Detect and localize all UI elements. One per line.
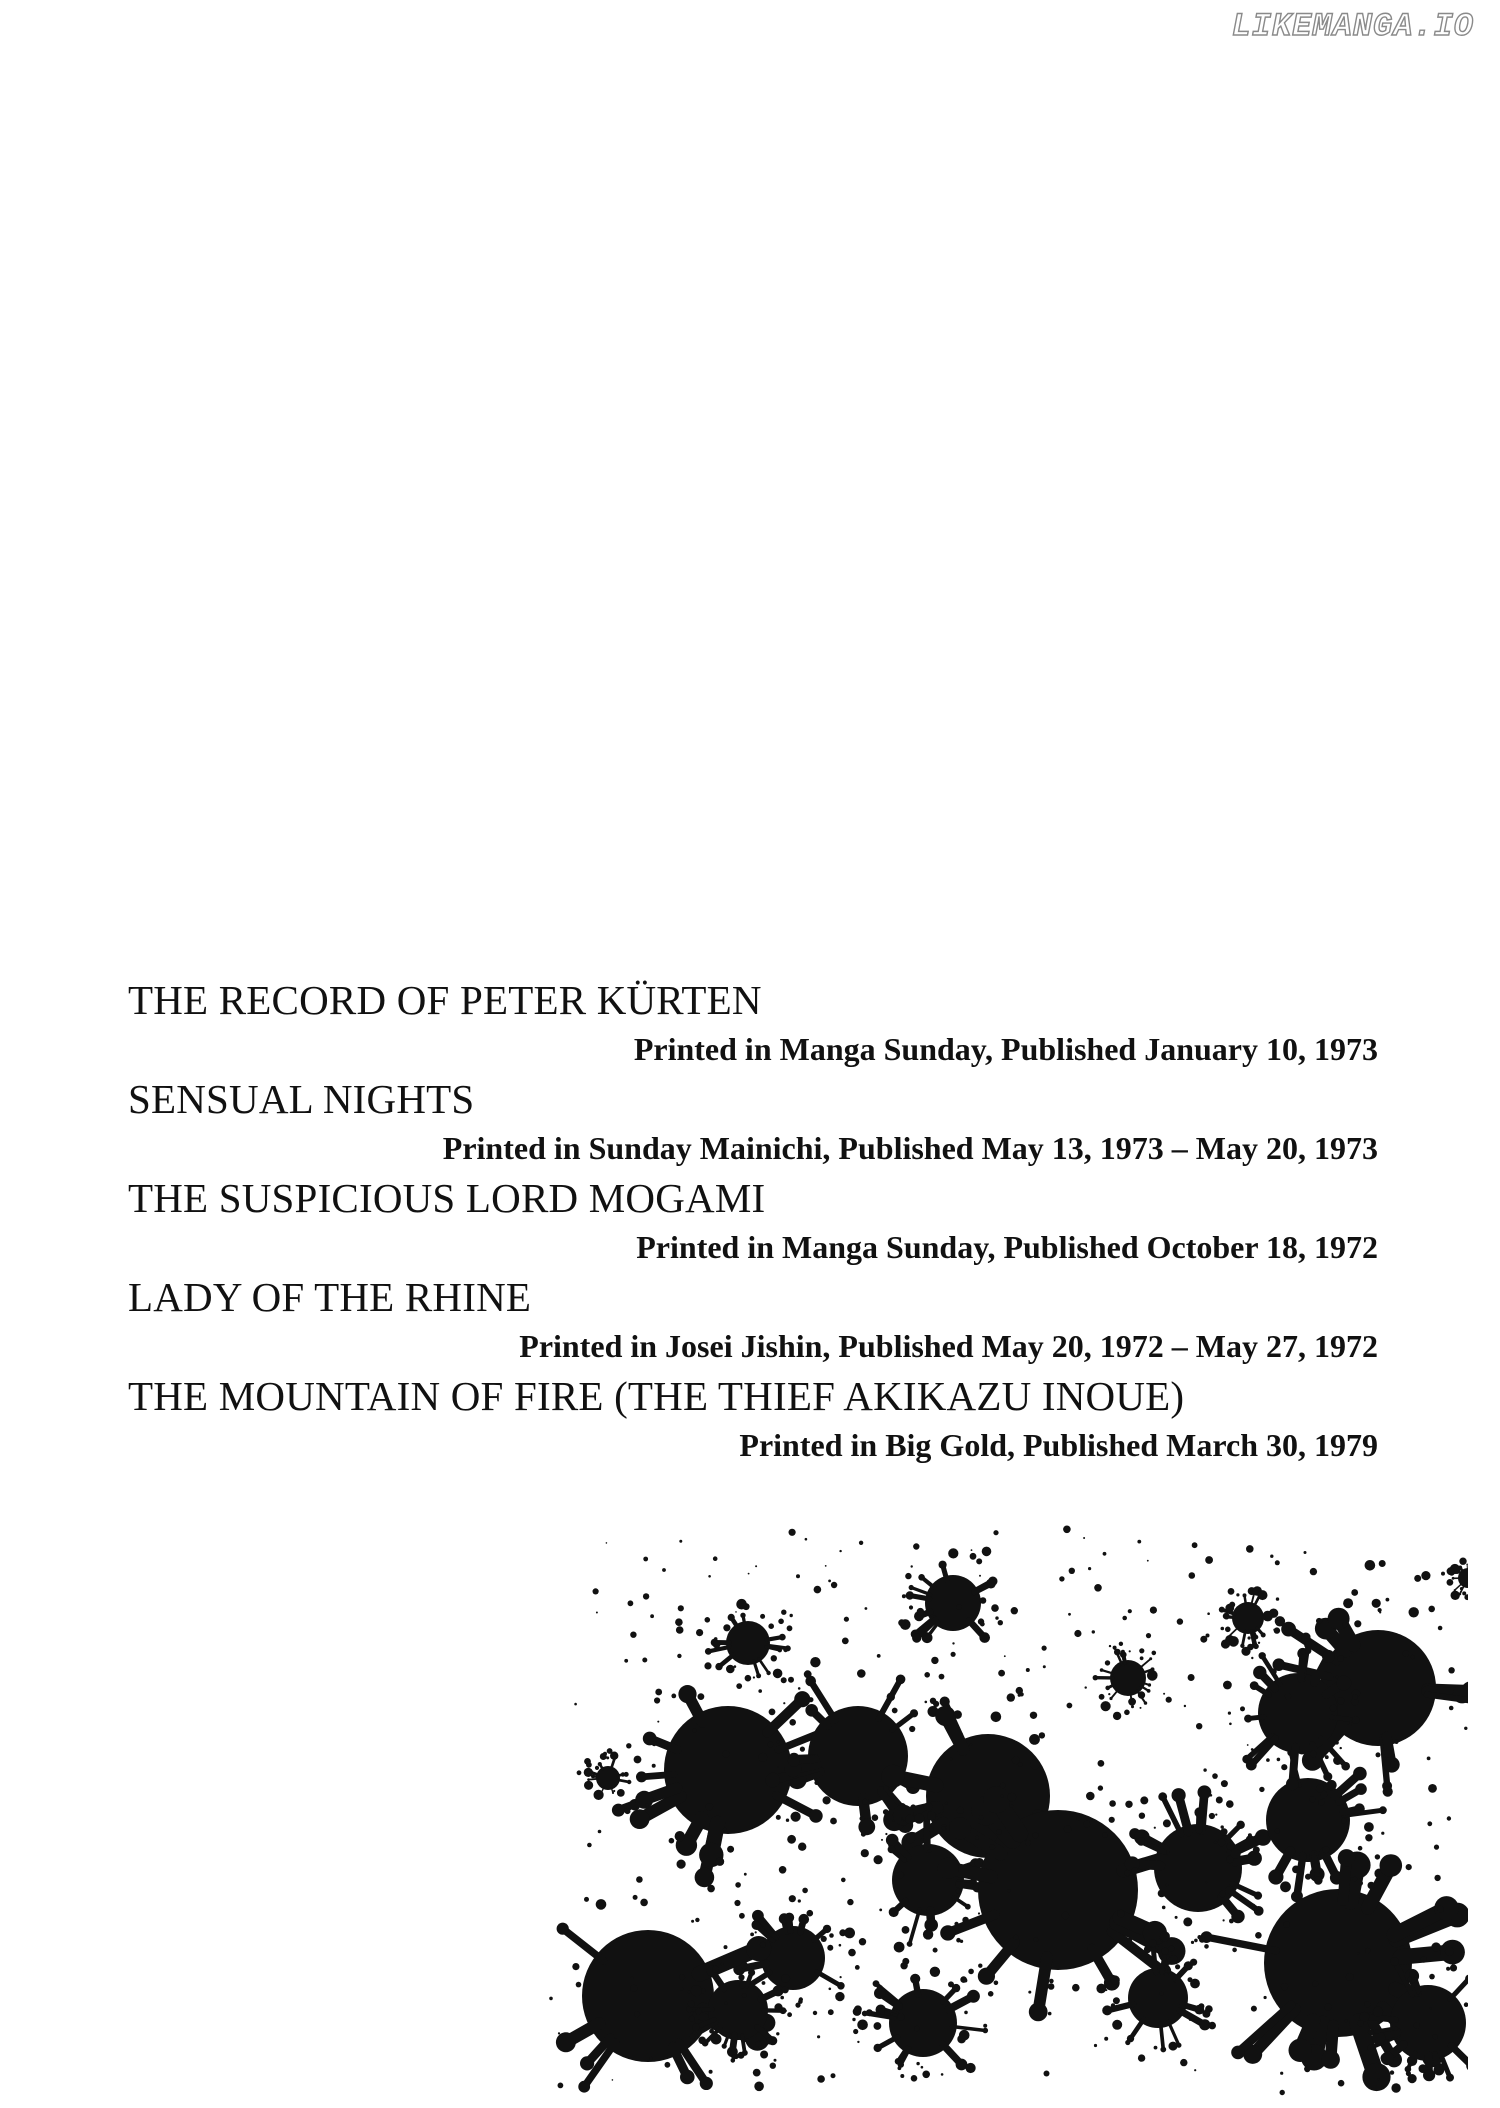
story-title: LADY OF THE RHINE [128, 1274, 532, 1320]
ink-splatter-illustration [548, 1518, 1468, 2098]
story-title: THE SUSPICIOUS LORD MOGAMI [128, 1175, 766, 1221]
credit-entry [128, 1272, 1378, 1371]
publication-info: Printed in Sunday Mainichi, Published May 13, 1973 – May 20, 1973 [442, 1130, 1378, 1166]
credit-entry [128, 1371, 1378, 1470]
credit-entry [128, 1074, 1378, 1173]
story-title: SENSUAL NIGHTS [128, 1076, 475, 1122]
publication-info: Printed in Big Gold, Published March 30, 1979 [739, 1427, 1378, 1463]
credit-entry [128, 1173, 1378, 1272]
publication-info: Printed in Manga Sunday, Published January 10, 1973 [633, 1031, 1378, 1067]
publication-info: Printed in Josei Jishin, Published May 20, 1972 – May 27, 1972 [519, 1328, 1378, 1364]
publication-info: Printed in Manga Sunday, Published October 18, 1972 [636, 1229, 1378, 1265]
story-title: THE MOUNTAIN OF FIRE (THE THIEF AKIKAZU INOUE) [128, 1373, 1185, 1419]
story-title: THE RECORD OF PETER KÜRTEN [128, 977, 762, 1023]
watermark-text: LIKEMANGA.IO [1231, 8, 1474, 45]
credit-entry [128, 975, 1378, 1074]
publication-credits [128, 975, 1378, 1470]
